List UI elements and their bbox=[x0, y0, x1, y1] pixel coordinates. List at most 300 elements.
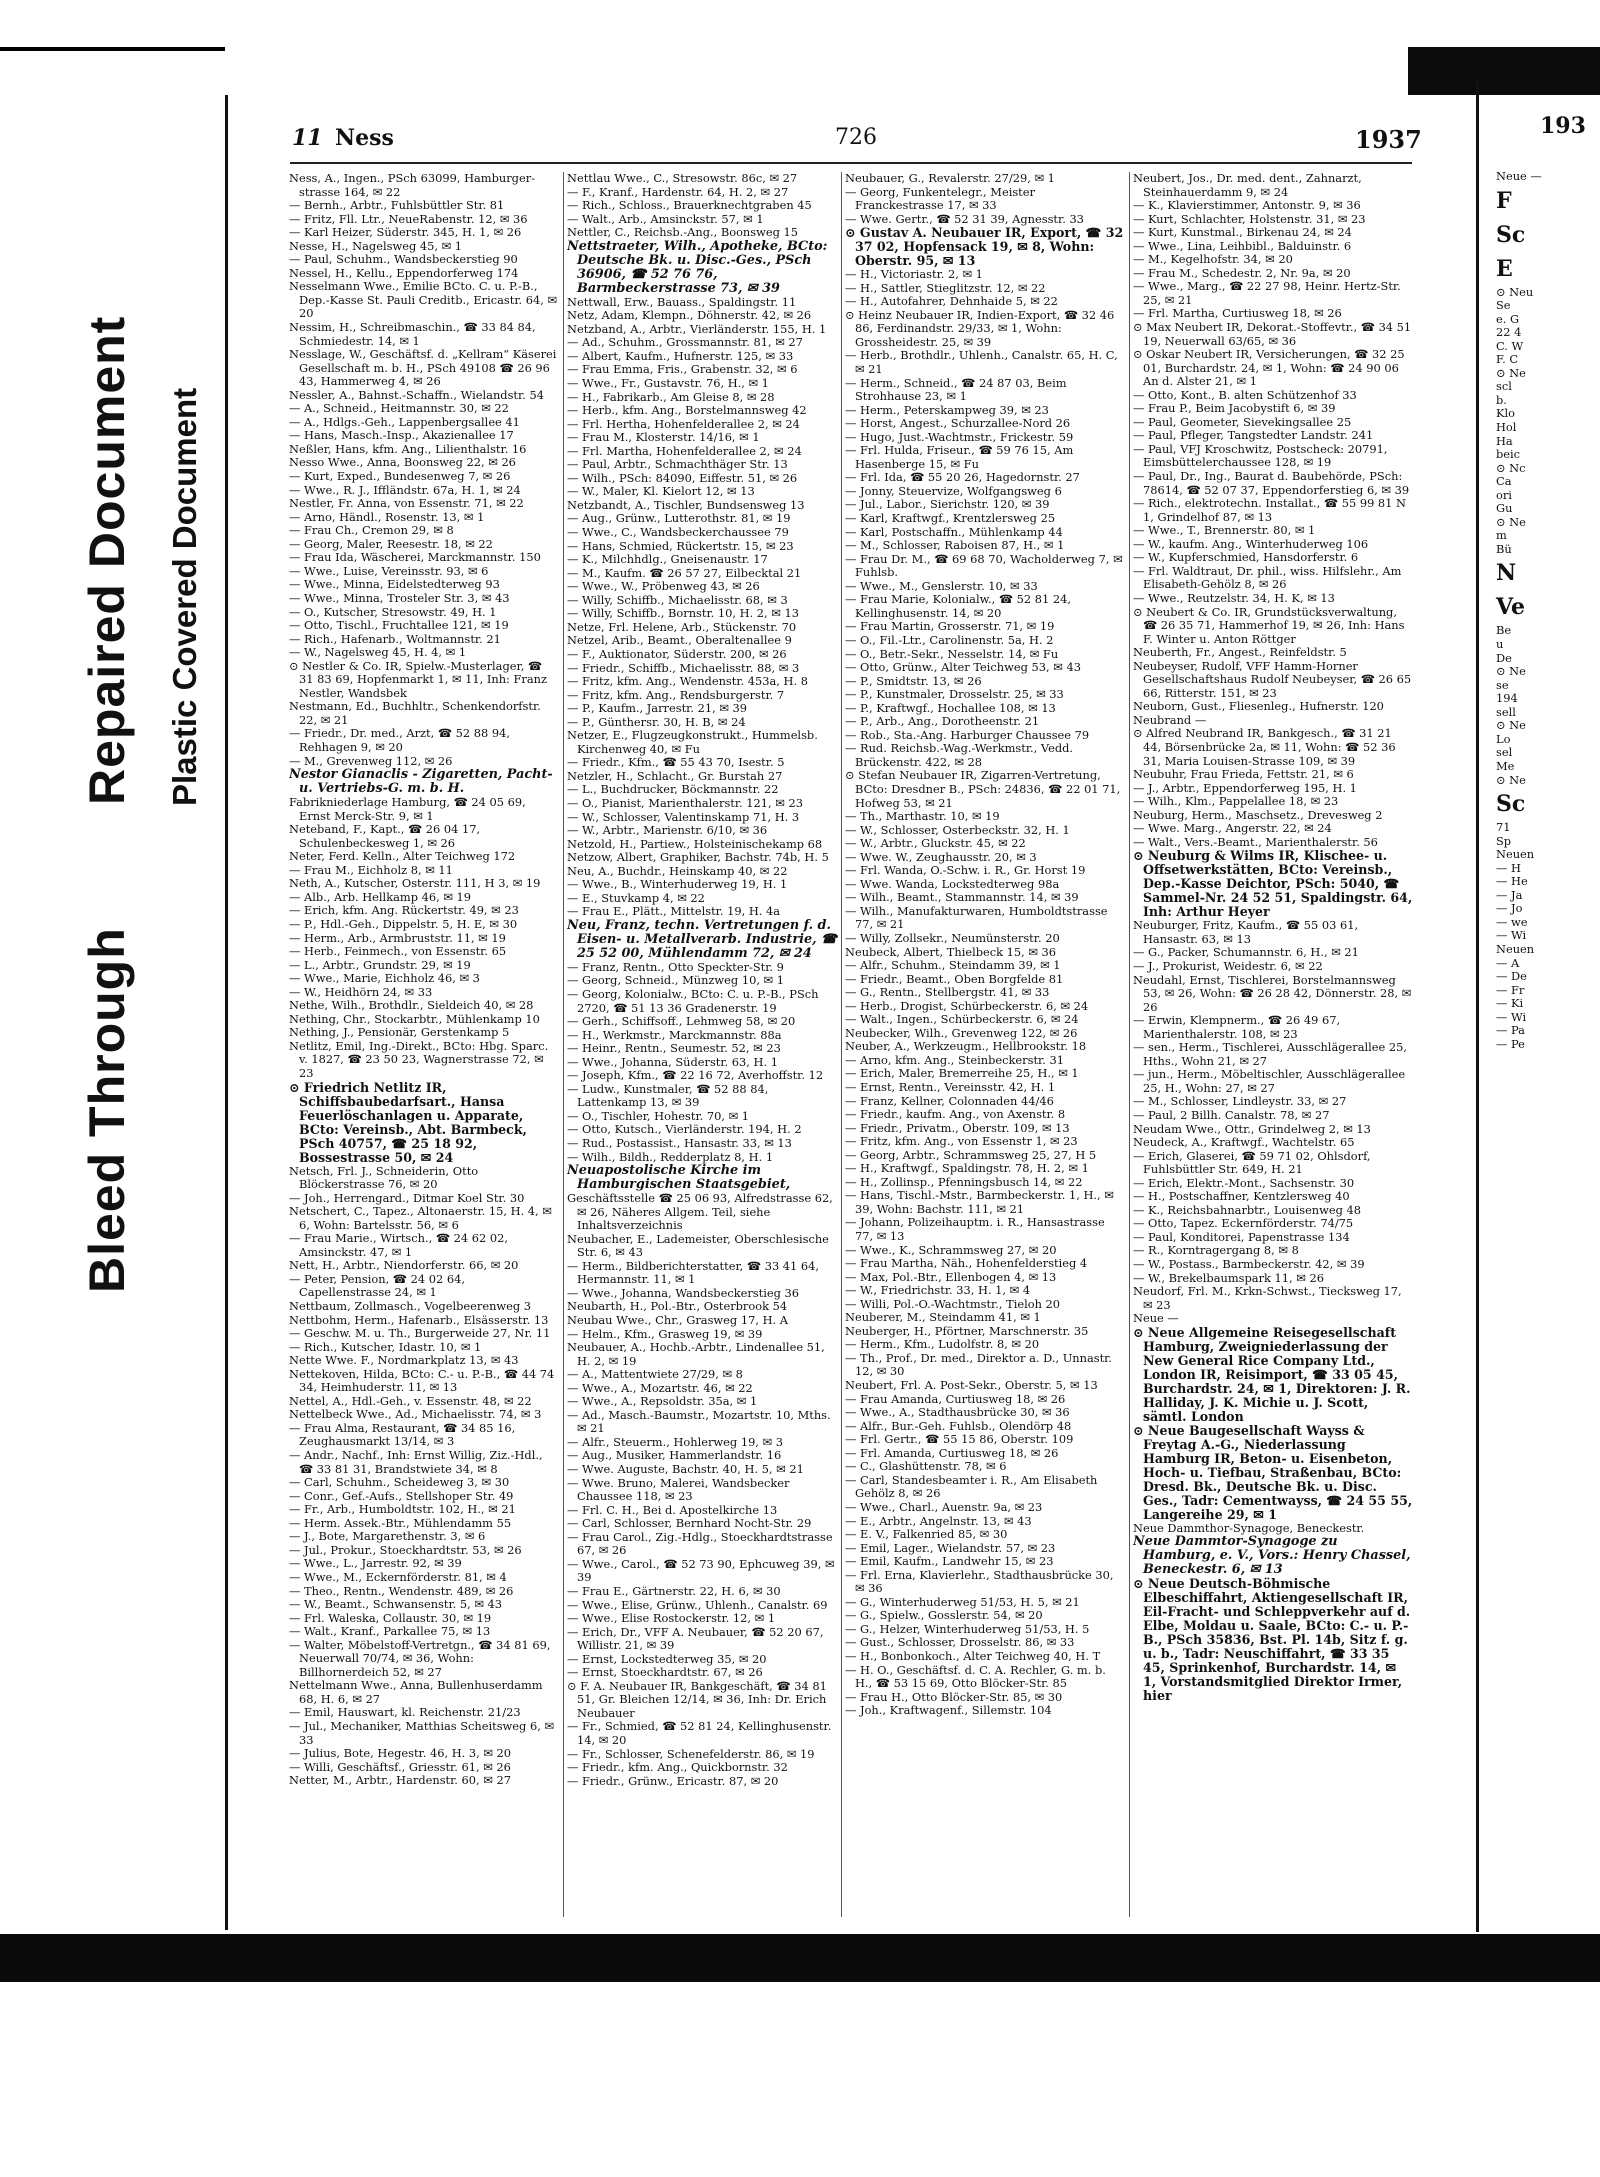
directory-entry: — Ernst, Lockstedterweg 35, ✉ 20 bbox=[567, 1651, 767, 1666]
directory-entry: — Rich., Hafenarb., Woltmannstr. 21 bbox=[289, 631, 501, 646]
directory-entry: — Paul, 2 Billh. Canalstr. 78, ✉ 27 bbox=[1133, 1108, 1330, 1122]
directory-entry: — Frau E., Gärtnerstr. 22, H. 6, ✉ 30 bbox=[567, 1583, 781, 1598]
directory-entry: — Paul, Schuhm., Wandsbeckerstieg 90 bbox=[289, 252, 518, 267]
directory-entry: — Paul, Pfleger, Tangstedter Landstr. 241 bbox=[1133, 428, 1374, 443]
next-page-fragment-line: Neue — bbox=[1496, 169, 1542, 183]
directory-entry: — O., Fil.-Ltr., Carolinenstr. 5a, H. 2 bbox=[845, 632, 1054, 647]
directory-entry: — Wwe., Johanna, Wandsbeckerstieg 36 bbox=[567, 1285, 800, 1300]
directory-entry: — K., Klavierstimmer, Antonstr. 9, ✉ 36 bbox=[1133, 198, 1361, 213]
directory-entry: — E., Arbtr., Angelnstr. 13, ✉ 43 bbox=[845, 1513, 1032, 1528]
directory-entry: — K., Reichsbahnarbtr., Louisenweg 48 bbox=[1133, 1202, 1362, 1217]
directory-entry: Neudeck, A., Kraftwgf., Wachtelstr. 65 bbox=[1133, 1135, 1355, 1150]
next-page-fragment-line: — Fr bbox=[1496, 982, 1525, 997]
directory-entry: — Frau M., Schedestr. 2, Nr. 9a, ✉ 20 bbox=[1133, 265, 1351, 280]
directory-entry: Nethe, Wilh., Brothdlr., Sieldeich 40, ✉ 28 bbox=[289, 998, 534, 1013]
next-page-fragment-line: ⊙ Ne bbox=[1496, 365, 1526, 380]
directory-entry: — Fritz, kfm. Ang., Wendenstr. 453a, H. 8 bbox=[567, 674, 808, 689]
directory-entry: — Wilh., Manufakturwaren, Humboldtstrasse 77, ✉ 21 bbox=[845, 903, 1108, 932]
directory-entry: Geschäftsstelle ☎ 25 06 93, Alfredstrasse 62, ✉ 26, Näheres Allgem. Teil, siehe Inhaltsverzeichnis bbox=[567, 1191, 833, 1233]
directory-entry: Ness, A., Ingen., PSch 63099, Hamburger-strasse 164, ✉ 22 bbox=[289, 172, 535, 199]
directory-entry: — Emil, Lager., Wielandstr. 57, ✉ 23 bbox=[845, 1540, 1056, 1555]
next-page-fragment-line: ⊙ Neu bbox=[1496, 284, 1534, 299]
directory-entry: — Paul, Dr., Ing., Baurat d. Baubehörde, PSch: 78614, ☎ 52 07 37, Eppendorferstieg 6, ✉ 39 bbox=[1133, 469, 1410, 497]
directory-entry: — Wwe., Elise, Grünw., Uhlenh., Canalstr. 69 bbox=[567, 1597, 828, 1612]
directory-entry: Neubeck, Albert, Thielbeck 15, ✉ 36 bbox=[845, 944, 1057, 959]
directory-entry: — Erich, Elektr.-Mont., Sachsenstr. 30 bbox=[1133, 1175, 1355, 1190]
directory-entry: — H., Autofahrer, Dehnhaide 5, ✉ 22 bbox=[845, 294, 1058, 309]
directory-entry: Neu, A., Buchdr., Heinskamp 40, ✉ 22 bbox=[567, 863, 788, 878]
directory-entry: — Herm. Assek.-Btr., Mühlendamm 55 bbox=[289, 1515, 512, 1530]
directory-entry: — Frau Ida, Wäscherei, Marckmannstr. 150 bbox=[289, 550, 541, 565]
directory-column-3 bbox=[845, 172, 1125, 1917]
next-page-fragment-line: — we bbox=[1496, 914, 1528, 929]
directory-entry: Netter, M., Arbtr., Hardenstr. 60, ✉ 27 bbox=[289, 1773, 511, 1788]
directory-entry: — G., Helzer, Winterhuderweg 51/53, H. 5 bbox=[845, 1621, 1090, 1636]
next-page-fragment-line: Bü bbox=[1496, 541, 1512, 556]
directory-entry: — Wwe., Johanna, Süderstr. 63, H. 1 bbox=[567, 1054, 778, 1069]
directory-column-4 bbox=[1133, 172, 1413, 1917]
running-head-name: Ness bbox=[335, 125, 394, 151]
directory-entry: Neudahl, Ernst, Tischlerei, Borstelmannsweg 53, ✉ 26, Wohn: ☎ 26 28 42, Dönnerstr. 28, ✉ 26 bbox=[1133, 972, 1412, 1014]
directory-entry: Neubuhr, Frau Frieda, Fettstr. 21, ✉ 6 bbox=[1133, 767, 1354, 782]
next-page-fragment-line: 194 bbox=[1496, 691, 1518, 706]
directory-entry: — Frau Dr. M., ☎ 69 68 70, Wacholderweg 7, ✉ Fuhlsb. bbox=[845, 551, 1123, 580]
directory-entry: Nettlau Wwe., C., Stresowstr. 86c, ✉ 27 bbox=[567, 172, 798, 185]
next-page-fragment-line: — De bbox=[1496, 969, 1527, 984]
directory-entry: — Frl. Waleska, Collaustr. 30, ✉ 19 bbox=[289, 1610, 492, 1625]
directory-entry: Neuapostolische Kirche im Hamburgischen Staatsgebiet, bbox=[567, 1163, 791, 1193]
directory-entry: Neubert, Frl. A. Post-Sekr., Oberstr. 5, ✉ 13 bbox=[845, 1378, 1098, 1393]
next-page-fragment-line: Se bbox=[1496, 298, 1511, 313]
directory-entry: Netzow, Albert, Graphiker, Bachstr. 74b, H. 5 bbox=[567, 850, 829, 865]
directory-entry: — Wwe., Marg., ☎ 22 27 98, Heinr. Hertz-Str. 25, ✉ 21 bbox=[1133, 279, 1401, 307]
next-page-fragment-line: De bbox=[1496, 650, 1512, 665]
directory-entry: — Fr., Arb., Humboldtstr. 102, H., ✉ 21 bbox=[289, 1502, 516, 1517]
directory-entry: — Herb., Brothdlr., Uhlenh., Canalstr. 65, H. C, ✉ 21 bbox=[845, 348, 1118, 377]
next-page-fragment-line: Ca bbox=[1496, 474, 1512, 489]
next-page-fragment-line: 22 4 bbox=[1496, 325, 1522, 340]
next-page-fragment-line: Hol bbox=[1496, 420, 1517, 435]
directory-entry: — Frl. Hertha, Hohenfelderallee 2, ✉ 24 bbox=[567, 416, 800, 431]
directory-entry: — Alfr., Bur.-Geh. Fuhlsb., Olendörp 48 bbox=[845, 1418, 1072, 1433]
directory-entry: — Kurt, Schlachter, Holstenstr. 31, ✉ 23 bbox=[1133, 211, 1366, 226]
directory-entry: — Wwe., Minna, Eidelstedterweg 93 bbox=[289, 577, 500, 592]
next-page-text bbox=[1496, 170, 1600, 1051]
directory-entry: Netzold, H., Partiew., Holsteinischekamp 68 bbox=[567, 836, 823, 851]
directory-entry: — Walt., Arb., Amsinckstr. 57, ✉ 1 bbox=[567, 211, 764, 226]
directory-entry: — Frl. Martha, Curtiusweg 18, ✉ 26 bbox=[1133, 306, 1342, 321]
directory-entry: — Helm., Kfm., Grasweg 19, ✉ 39 bbox=[567, 1326, 763, 1341]
directory-entry: — Gust., Schlosser, Drosselstr. 86, ✉ 33 bbox=[845, 1635, 1075, 1650]
directory-entry: Neubeyser, Rudolf, VFF Hamm-Horner Gesellschaftshaus Rudolf Neubeyser, ☎ 26 65 66, Ritterstr. 151, ✉ 23 bbox=[1133, 658, 1412, 700]
directory-entry: — Rich., Schloss., Brauerknechtgraben 45 bbox=[567, 198, 812, 213]
next-page-fragment-line: ⊙ Ne bbox=[1496, 664, 1526, 679]
next-page-fragment-line: ⊙ Ne bbox=[1496, 772, 1526, 787]
directory-entry: — Herb., Drogist, Schürbeckerstr. 6, ✉ 24 bbox=[845, 998, 1089, 1013]
directory-entry: — Rud., Postassist., Hansastr. 33, ✉ 13 bbox=[567, 1136, 792, 1150]
directory-entry: Netzel, Arib., Beamt., Oberaltenallee 9 bbox=[567, 633, 792, 648]
directory-entry: — A., Mattentwiete 27/29, ✉ 8 bbox=[567, 1367, 743, 1382]
directory-entry: — Otto, Tapez. Eckernförderstr. 74/75 bbox=[1133, 1216, 1354, 1231]
directory-entry: Nesse, H., Nagelsweg 45, ✉ 1 bbox=[289, 238, 463, 253]
directory-entry: — H., Werkmstr., Marckmannstr. 88a bbox=[567, 1027, 782, 1042]
directory-entry: — Ludw., Kunstmaler, ☎ 52 88 84, Lattenkamp 13, ✉ 39 bbox=[567, 1081, 769, 1110]
directory-entry: — P., Günthersr. 30, H. B, ✉ 24 bbox=[567, 714, 746, 729]
directory-entry: — H., Zollinsp., Pfenningsbusch 14, ✉ 22 bbox=[845, 1174, 1083, 1189]
directory-entry: — O., Betr.-Sekr., Nesselstr. 14, ✉ Fu bbox=[845, 646, 1059, 661]
directory-entry: — L., Buchdrucker, Böckmannstr. 22 bbox=[567, 782, 779, 797]
directory-entry: — M., Kegelhofstr. 34, ✉ 20 bbox=[1133, 252, 1293, 267]
directory-entry: — Georg, Arbtr., Schrammsweg 25, 27, H 5 bbox=[845, 1147, 1097, 1162]
next-page-fragment-line: Ve bbox=[1496, 594, 1526, 621]
directory-entry: — Wwe., A., Repsoldstr. 35a, ✉ 1 bbox=[567, 1394, 758, 1409]
directory-entry: — W., Arbtr., Gluckstr. 45, ✉ 22 bbox=[845, 836, 1026, 851]
directory-entry: Netze, Frl. Helene, Arb., Stückenstr. 70 bbox=[567, 619, 797, 634]
directory-entry: Nesselmann Wwe., Emilie BCto. C. u. P.-B., Dep.-Kasse St. Pauli Creditb., Ericastr. 64, ✉ 20 bbox=[289, 279, 558, 321]
directory-entry: — Hugo, Just.-Wachtmstr., Frickestr. 59 bbox=[845, 429, 1074, 444]
directory-entry: — Aug., Musiker, Hammerlandstr. 16 bbox=[567, 1448, 782, 1463]
directory-entry: Nettel, A., Hdl.-Geh., v. Essenstr. 48, ✉ 22 bbox=[289, 1393, 532, 1408]
directory-entry: — Karl, Kraftwgf., Krentzlersweg 25 bbox=[845, 511, 1056, 526]
directory-entry: — Frau Marie., Wirtsch., ☎ 24 62 02, Amsinckstr. 47, ✉ 1 bbox=[289, 1231, 509, 1259]
directory-entry: Neubauer, G., Revalerstr. 27/29, ✉ 1 bbox=[845, 172, 1055, 185]
plastic-covered-stamp: Plastic Covered Document bbox=[166, 387, 203, 806]
directory-entry: — Otto, Grünw., Alter Teichweg 53, ✉ 43 bbox=[845, 660, 1081, 675]
next-page-fragment-line: u bbox=[1496, 637, 1504, 652]
directory-entry: — Joh., Kraftwagenf., Sillemstr. 104 bbox=[845, 1703, 1052, 1718]
directory-entry: — L., Arbtr., Grundstr. 29, ✉ 19 bbox=[289, 957, 471, 972]
directory-entry: — Frl. Martha, Hohenfelderallee 2, ✉ 24 bbox=[567, 443, 802, 458]
next-page-fragment-line: b. bbox=[1496, 392, 1507, 407]
directory-entry: Nestor Gianaclis - Zigaretten, Pacht-u. Vertriebs-G. m. b. H. bbox=[289, 767, 553, 797]
directory-entry: — Frl. Gertr., ☎ 55 15 86, Oberstr. 109 bbox=[845, 1432, 1074, 1447]
directory-entry: — Carl, Standesbeamter i. R., Am Elisabeth Gehölz 8, ✉ 26 bbox=[845, 1472, 1098, 1501]
directory-entry: — Wwe., Luise, Vereinsstr. 93, ✉ 6 bbox=[289, 563, 489, 578]
repaired-document-stamp: Repaired Document bbox=[79, 315, 135, 805]
directory-entry: — Otto, Kont., B. alten Schützenhof 33 bbox=[1133, 387, 1357, 402]
directory-entry: Nesslage, W., Geschäftsf. d. „Kellram“ Käserei Gesellschaft m. b. H., PSch 49108 ☎ 26 96 43, Hammerweg 4, ✉ 26 bbox=[289, 347, 557, 389]
directory-entry: Neue — bbox=[1133, 1311, 1179, 1326]
directory-entry: — W., kaufm. Ang., Winterhuderweg 106 bbox=[1133, 536, 1369, 551]
directory-entry: — A., Schneid., Heitmannstr. 30, ✉ 22 bbox=[289, 401, 509, 416]
directory-entry: — Frau Martin, Grosserstr. 71, ✉ 19 bbox=[845, 619, 1055, 634]
directory-entry: — Friedr., kaufm. Ang., von Axenstr. 8 bbox=[845, 1107, 1066, 1122]
directory-entry: — J., Arbtr., Eppendorferweg 195, H. 1 bbox=[1133, 780, 1357, 795]
directory-entry: — Emil, Kaufm., Landwehr 15, ✉ 23 bbox=[845, 1554, 1054, 1569]
directory-entry: ⊙ Neubert & Co. IR, Grundstücksverwaltung, ☎ 26 35 71, Hammerhof 19, ✉ 26, Inh: Hans F. Winter u. Anton Röttger bbox=[1133, 604, 1405, 646]
directory-entry: — Frl. Wanda, O.-Schw. i. R., Gr. Horst 19 bbox=[845, 863, 1086, 878]
directory-entry: — G., Spielw., Gosslerstr. 54, ✉ 20 bbox=[845, 1608, 1043, 1623]
directory-entry: ⊙ Neue Allgemeine Reisegesellschaft Hamburg, Zweigniederlassung der New General Rice Company Ltd., London IR, Reisimport, ☎ 33 05 45, Burchardstr. 24, ✉ 1, Direktoren: J. R. Halliday, J. K. Michie u. J. Scott, sämtl. London bbox=[1133, 1324, 1411, 1424]
directory-entry: Netzband, A., Arbtr., Vierländerstr. 155, H. 1 bbox=[567, 321, 827, 336]
directory-entry: Neteband, F., Kapt., ☎ 26 04 17, Schulenbeckesweg 1, ✉ 26 bbox=[289, 822, 481, 850]
directory-entry: Neu, Franz, techn. Vertretungen f. d. Eisen- u. Metallverarb. Industrie, ☎ 25 52 00, Mühlendamm 72, ✉ 24 bbox=[567, 917, 837, 961]
directory-entry: — Herm., Arb., Armbruststr. 11, ✉ 19 bbox=[289, 930, 506, 945]
directory-entry: — Frau P., Beim Jacobystift 6, ✉ 39 bbox=[1133, 401, 1336, 416]
directory-entry: — Jonny, Steuervize, Wolfgangsweg 6 bbox=[845, 483, 1062, 498]
directory-entry: Neubacher, E., Lademeister, Oberschlesische Str. 6, ✉ 43 bbox=[567, 1231, 829, 1260]
next-page-fragment-line: sell bbox=[1496, 704, 1516, 719]
next-page-fragment-line: N bbox=[1496, 560, 1517, 587]
directory-entry: — Wilh., Beamt., Stammannstr. 14, ✉ 39 bbox=[845, 890, 1079, 905]
directory-entry: — Frau Alma, Restaurant, ☎ 34 85 16, Zeughausmarkt 13/14, ✉ 3 bbox=[289, 1420, 516, 1449]
directory-entry: — M., Schlosser, Raboisen 87, H., ✉ 1 bbox=[845, 538, 1065, 553]
directory-entry: — Walt., Vers.-Beamt., Marienthalerstr. 56 bbox=[1133, 834, 1378, 849]
directory-entry: — F., Auktionator, Süderstr. 200, ✉ 26 bbox=[567, 646, 787, 661]
directory-entry: Neue Dammthor-Synagoge, Beneckestr. bbox=[1133, 1520, 1365, 1535]
scan-border-strip bbox=[0, 47, 225, 51]
directory-entry: — Karl Heizer, Süderstr. 345, H. 1, ✉ 26 bbox=[289, 225, 522, 240]
directory-entry: — Frau M., Eichholz 8, ✉ 11 bbox=[289, 862, 453, 877]
directory-entry: Nettwall, Erw., Bauass., Spaldingstr. 11 bbox=[567, 294, 797, 309]
directory-entry: — E. V., Falkenried 85, ✉ 30 bbox=[845, 1527, 1008, 1542]
directory-entry: — P., Arb., Ang., Dorotheenstr. 21 bbox=[845, 714, 1040, 729]
next-page-fragment-line: — Pe bbox=[1496, 1036, 1525, 1051]
directory-entry: — Alfr., Schuhm., Steindamm 39, ✉ 1 bbox=[845, 958, 1061, 973]
directory-entry: — W., Brekelbaumspark 11, ✉ 26 bbox=[1133, 1270, 1324, 1285]
directory-entry: ⊙ Nestler & Co. IR, Spielw.-Musterlager, ☎ 31 83 69, Hopfenmarkt 1, ✉ 11, Inh: Franz Nestler, Wandsbek bbox=[289, 658, 547, 700]
directory-entry: — Otto, Tischl., Fruchtallee 121, ✉ 19 bbox=[289, 618, 509, 633]
directory-entry: — Wwe., C., Wandsbeckerchaussee 79 bbox=[567, 525, 789, 540]
directory-entry: — Kurt, Kunstmal., Birkenau 24, ✉ 24 bbox=[1133, 225, 1352, 240]
page-edge-left bbox=[225, 95, 228, 1930]
next-page-fragment-line: Me bbox=[1496, 758, 1515, 773]
directory-entry: — Peter, Pension, ☎ 24 02 64, Capellenstrasse 24, ✉ 1 bbox=[289, 1271, 465, 1300]
directory-entry: — Hans, Schmied, Rückertstr. 15, ✉ 23 bbox=[567, 538, 794, 553]
next-page-fragment-line: — A bbox=[1496, 955, 1520, 970]
directory-entry: — Wwe., B., Winterhuderweg 19, H. 1 bbox=[567, 877, 788, 892]
directory-entry: — H., Fabrikarb., Am Gleise 8, ✉ 28 bbox=[567, 389, 775, 404]
directory-entry: — sen., Herm., Tischlerei, Ausschlägerallee 25, Hths., Wohn 21, ✉ 27 bbox=[1133, 1040, 1408, 1068]
directory-entry: — Frau M., Klosterstr. 14/16, ✉ 1 bbox=[567, 430, 760, 445]
directory-entry: Netschert, C., Tapez., Altonaerstr. 15, H. 4, ✉ 6, Wohn: Bartelsstr. 56, ✉ 6 bbox=[289, 1204, 552, 1232]
directory-entry: — Heinr., Rentn., Seumestr. 52, ✉ 23 bbox=[567, 1041, 781, 1056]
directory-entry: — Herm., Kfm., Ludolfstr. 8, ✉ 20 bbox=[845, 1337, 1040, 1352]
next-page-fragment-line: F bbox=[1496, 187, 1512, 214]
page-header bbox=[290, 125, 1422, 155]
directory-entry: — Paul, VFJ Kroschwitz, Postscheck: 20791, Eimsbüttelerchaussee 128, ✉ 19 bbox=[1133, 441, 1388, 470]
next-page-fragment bbox=[1490, 110, 1600, 1925]
directory-entry: — Friedr., Privatm., Oberstr. 109, ✉ 13 bbox=[845, 1120, 1070, 1135]
directory-entry: Neubauer, A., Hochb.-Arbtr., Lindenallee 51, H. 2, ✉ 19 bbox=[567, 1340, 825, 1368]
next-page-fragment-line: Lo bbox=[1496, 731, 1511, 746]
directory-entry: — Erich, Glaserei, ☎ 59 71 02, Ohlsdorf, Fuhlsbüttler Str. 649, H. 21 bbox=[1133, 1148, 1371, 1177]
directory-entry: — Wwe. Auguste, Bachstr. 40, H. 5, ✉ 21 bbox=[567, 1462, 804, 1477]
directory-entry: — Fritz, kfm. Ang., von Essenstr 1, ✉ 23 bbox=[845, 1134, 1078, 1149]
directory-entry: Netsch, Frl. J., Schneiderin, Otto Blöckerstrasse 76, ✉ 20 bbox=[289, 1163, 479, 1192]
directory-entry: — Friedr., Kfm., ☎ 55 43 70, Isestr. 5 bbox=[567, 755, 785, 770]
next-page-fragment-line: Be bbox=[1496, 623, 1512, 638]
directory-entry: — Theo., Rentn., Wendenstr. 489, ✉ 26 bbox=[289, 1583, 514, 1598]
directory-entry: — Ad., Schuhm., Grossmannstr. 81, ✉ 27 bbox=[567, 335, 803, 350]
directory-entry: — Bernh., Arbtr., Fuhlsbüttler Str. 81 bbox=[289, 198, 505, 213]
directory-entry: Neubarth, H., Pol.-Btr., Osterbrook 54 bbox=[567, 1299, 788, 1314]
directory-entry: — W., Heidhörn 24, ✉ 33 bbox=[289, 984, 433, 999]
directory-entry: — Frau Marie, Kolonialw., ☎ 52 81 24, Kellinghusenstr. 14, ✉ 20 bbox=[845, 592, 1072, 620]
directory-entry: — Th., Prof., Dr. med., Direktor a. D., Unnastr. 12, ✉ 30 bbox=[845, 1350, 1112, 1379]
directory-entry: — O., Kutscher, Stresowstr. 49, H. 1 bbox=[289, 604, 497, 619]
directory-entry: — Frl. Ida, ☎ 55 20 26, Hagedornstr. 27 bbox=[845, 470, 1080, 485]
directory-entry: — Wwe., M., Genslerstr. 10, ✉ 33 bbox=[845, 578, 1038, 593]
directory-entry: — Karl, Postschaffn., Mühlenkamp 44 bbox=[845, 524, 1063, 539]
directory-entry: Netzler, H., Schlacht., Gr. Burstah 27 bbox=[567, 768, 783, 783]
directory-entry: — Frau H., Otto Blöcker-Str. 85, ✉ 30 bbox=[845, 1689, 1063, 1704]
directory-entry: — Max, Pol.-Btr., Ellenbogen 4, ✉ 13 bbox=[845, 1269, 1057, 1284]
directory-entry: — Arno, Händl., Rosenstr. 13, ✉ 1 bbox=[289, 509, 485, 524]
directory-entry: — Wwe. W., Zeughausstr. 20, ✉ 3 bbox=[845, 849, 1037, 864]
directory-entry: — C., Glashüttenstr. 78, ✉ 6 bbox=[845, 1459, 1007, 1474]
directory-entry: — Friedr., Beamt., Oben Borgfelde 81 bbox=[845, 971, 1064, 986]
directory-entry: — Rich., Kutscher, Idastr. 10, ✉ 1 bbox=[289, 1339, 482, 1354]
directory-entry: Neuburger, Fritz, Kaufm., ☎ 55 03 61, Hansastr. 63, ✉ 13 bbox=[1133, 918, 1359, 946]
directory-entry: Neuburg, Herm., Maschsetz., Drevesweg 2 bbox=[1133, 807, 1383, 822]
next-page-fragment-line: sel bbox=[1496, 745, 1513, 760]
directory-entry: — P., Hdl.-Geh., Dippelstr. 5, H. E, ✉ 30 bbox=[289, 916, 518, 931]
directory-entry: Neubrand — bbox=[1133, 712, 1207, 727]
directory-entry: — H., Sattler, Stieglitzstr. 12, ✉ 22 bbox=[845, 280, 1046, 295]
directory-entry: — Albert, Kaufm., Hufnerstr. 125, ✉ 33 bbox=[567, 348, 794, 363]
directory-entry: — Wilh., Klm., Pappelallee 18, ✉ 23 bbox=[1133, 794, 1339, 809]
directory-entry: — P., Kraftwgf., Hochallee 108, ✉ 13 bbox=[845, 700, 1056, 715]
directory-entry: — G., Winterhuderweg 51/53, H. 5, ✉ 21 bbox=[845, 1594, 1080, 1609]
directory-entry: ⊙ Friedrich Netlitz IR, Schiffsbaubedarfsart., Hansa Feuerlöschanlagen u. Apparate, BCto: Vereinsb., Abt. Barmbeck, PSch 40757, ☎ 25 18 92, Bossestrasse 50, ✉ 24 bbox=[289, 1079, 527, 1165]
directory-entry: Neter, Ferd. Kelln., Alter Teichweg 172 bbox=[289, 849, 516, 864]
directory-entry: — Wwe., Reutzelstr. 34, H. K, ✉ 13 bbox=[1133, 590, 1335, 605]
next-page-fragment-line: Gu bbox=[1496, 501, 1513, 516]
directory-entry: — Horst, Angest., Schurzallee-Nord 26 bbox=[845, 416, 1071, 431]
directory-entry: — Wwe., Minna, Trosteler Str. 3, ✉ 43 bbox=[289, 590, 510, 605]
next-page-fragment-line: e. G bbox=[1496, 311, 1520, 326]
directory-entry: — Wwe., Lina, Leihbibl., Balduinstr. 6 bbox=[1133, 238, 1352, 253]
column-rule bbox=[841, 172, 842, 1917]
directory-entry: — Hans, Tischl.-Mstr., Barmbeckerstr. 1, H., ✉ 39, Wohn: Bachstr. 111, ✉ 21 bbox=[845, 1188, 1114, 1216]
directory-entry: — P., Smidtstr. 13, ✉ 26 bbox=[845, 673, 982, 688]
directory-entry: — O., Tischler, Hohestr. 70, ✉ 1 bbox=[567, 1108, 750, 1123]
directory-entry: — O., Pianist, Marienthalerstr. 121, ✉ 23 bbox=[567, 795, 803, 810]
next-page-fragment-line: C. W bbox=[1496, 338, 1524, 353]
directory-entry: — Fr., Schlosser, Schenefelderstr. 86, ✉ 19 bbox=[567, 1746, 815, 1761]
directory-entry: — Herb., kfm. Ang., Borstelmannsweg 42 bbox=[567, 403, 807, 418]
directory-entry: — M., Schlosser, Lindleystr. 33, ✉ 27 bbox=[1133, 1094, 1347, 1109]
directory-entry: Nettbaum, Zollmasch., Vogelbeerenweg 3 bbox=[289, 1299, 532, 1314]
next-page-fragment-line: F. C bbox=[1496, 352, 1519, 367]
directory-entry: Nettbohm, Herm., Hafenarb., Elsässerstr. 13 bbox=[289, 1312, 549, 1327]
directory-entry: — Erwin, Klempnerm., ☎ 26 49 67, Marienthalerstr. 108, ✉ 23 bbox=[1133, 1013, 1341, 1041]
directory-entry: — Rich., elektrotechn. Installat., ☎ 55 99 81 N 1, Grindelhof 87, ✉ 13 bbox=[1133, 496, 1407, 524]
directory-entry: Neuberer, M., Steindamm 41, ✉ 1 bbox=[845, 1310, 1041, 1325]
directory-entry: — Wwe., L., Jarrestr. 92, ✉ 39 bbox=[289, 1556, 462, 1571]
directory-entry: — E., Stuvkamp 4, ✉ 22 bbox=[567, 890, 705, 905]
directory-entry: — Erich, Maler, Bremerreihe 25, H., ✉ 1 bbox=[845, 1066, 1079, 1081]
next-page-fragment-line: — H bbox=[1496, 860, 1521, 875]
directory-entry: — Walt., Ingen., Schürbeckerstr. 6, ✉ 24 bbox=[845, 1012, 1079, 1027]
directory-entry: — Herm., Peterskampweg 39, ✉ 23 bbox=[845, 402, 1049, 417]
directory-entry: — H., Bonbonkoch., Alter Teichweg 40, H. T bbox=[845, 1648, 1101, 1663]
next-page-fragment-line: — Ja bbox=[1496, 887, 1523, 902]
directory-entry: — H., Kraftwgf., Spaldingstr. 78, H. 2, ✉ 1 bbox=[845, 1161, 1089, 1176]
directory-entry: Fabrikniederlage Hamburg, ☎ 24 05 69, Ernst Merck-Str. 9, ✉ 1 bbox=[289, 795, 526, 823]
next-page-fragment-line: ⊙ Ne bbox=[1496, 514, 1526, 529]
directory-entry: Neubau Wwe., Chr., Grasweg 17, H. A bbox=[567, 1313, 788, 1328]
directory-entry: — Frl. Waldtraut, Dr. phil., wiss. Hilfslehr., Am Elisabeth-Gehölz 8, ✉ 26 bbox=[1133, 563, 1402, 592]
directory-entry: — Georg, Kolonialw., BCto: C. u. P.-B., PSch 2720, ☎ 51 13 36 Gradenerstr. 19 bbox=[567, 986, 819, 1015]
directory-entry: — Frl. Erna, Klavierlehr., Stadthausbrücke 30, ✉ 36 bbox=[845, 1567, 1114, 1596]
directory-entry: — Alb., Arb. Hellkamp 46, ✉ 19 bbox=[289, 889, 471, 904]
directory-entry: — W., Kupferschmied, Hansdorferstr. 6 bbox=[1133, 550, 1359, 565]
directory-entry: — Frau Amanda, Curtiusweg 18, ✉ 26 bbox=[845, 1391, 1066, 1406]
directory-entry: ⊙ Neue Baugesellschaft Wayss & Freytag A.-G., Niederlassung Hamburg IR, Beton- u. Eisenbeton, Hoch- u. Tiefbau, Straßenbau, BCto: Dresd. Bk., Deutsche Bk. u. Disc. Ges., Tadr: Cementwayss, ☎ 24 55 55, Langereihe 29, ✉ 1 bbox=[1133, 1422, 1413, 1522]
directory-entry: — Aug., Grünw., Lutterothstr. 81, ✉ 19 bbox=[567, 511, 791, 526]
next-page-fragment-line: ori bbox=[1496, 487, 1512, 502]
directory-entry: — Herm., Schneid., ☎ 24 87 03, Beim Strohhause 23, ✉ 1 bbox=[845, 375, 1067, 404]
directory-entry: — Wwe. Gertr., ☎ 52 31 39, Agnesstr. 33 bbox=[845, 211, 1084, 226]
directory-entry: — Jul., Labor., Sierichstr. 120, ✉ 39 bbox=[845, 497, 1050, 512]
next-page-fragment-line: Sp bbox=[1496, 833, 1512, 848]
directory-entry: — W., Arbtr., Marienstr. 6/10, ✉ 36 bbox=[567, 823, 768, 838]
directory-entry: — Frl. Hulda, Friseur., ☎ 59 76 15, Am Hasenberge 15, ✉ Fu bbox=[845, 443, 1074, 471]
directory-entry: Nestmann, Ed., Buchhltr., Schenkendorfstr. 22, ✉ 21 bbox=[289, 699, 541, 727]
directory-entry: Nessler, A., Bahnst.-Schaffn., Wielandstr. 54 bbox=[289, 387, 544, 402]
directory-entry: Neubecker, Wilh., Grevenweg 122, ✉ 26 bbox=[845, 1025, 1078, 1040]
next-page-fragment-line: ⊙ Nc bbox=[1496, 460, 1526, 475]
directory-entry: Netlitz, Emil, Ing.-Direkt., BCto: Hbg. Sparc. v. 1827, ☎ 23 50 23, Wagnerstrasse 72, ✉ 23 bbox=[289, 1038, 549, 1080]
directory-entry: — W., Schlosser, Osterbeckstr. 32, H. 1 bbox=[845, 822, 1070, 837]
directory-entry: — G., Rentn., Stellbergstr. 41, ✉ 33 bbox=[845, 985, 1050, 1000]
next-page-fragment-line: — Ki bbox=[1496, 996, 1524, 1011]
directory-entry: — J., Prokurist, Weidestr. 6, ✉ 22 bbox=[1133, 958, 1323, 973]
directory-entry: — H. O., Geschäftsf. d. C. A. Rechler, G. m. b. H., ☎ 53 15 69, Otto Blöcker-Str. 85 bbox=[845, 1662, 1106, 1691]
directory-entry: Neudorf, Frl. M., Krkn-Schwst., Tiecksweg 17, ✉ 23 bbox=[1133, 1284, 1402, 1312]
directory-entry: — Carl, Schuhm., Scheideweg 3, ✉ 30 bbox=[289, 1475, 510, 1490]
directory-entry: Nessim, H., Schreibmaschin., ☎ 33 84 84, Schmiedestr. 14, ✉ 1 bbox=[289, 320, 536, 348]
next-page-fragment-line: beic bbox=[1496, 447, 1521, 462]
directory-entry: — Emil, Hauswart, kl. Reichenstr. 21/23 bbox=[289, 1705, 521, 1720]
directory-entry: — Andr., Nachf., Inh: Ernst Willig, Ziz.-Hdl., ☎ 33 81 31, Brandstwiete 34, ✉ 8 bbox=[289, 1448, 543, 1476]
directory-entry: — Frl. Amanda, Curtiusweg 18, ✉ 26 bbox=[845, 1445, 1059, 1460]
directory-entry: ⊙ Stefan Neubauer IR, Zigarren-Vertretung, BCto: Dresdner B., PSch: 24836, ☎ 22 01 71, Hofweg 53, ✉ 21 bbox=[845, 768, 1121, 810]
directory-entry: Neue Dammtor-Synagoge zu Hamburg, e. V., Vors.: Henry Chassel, Beneckestr. 6, ✉ 13 bbox=[1133, 1534, 1411, 1578]
directory-entry: ⊙ Alfred Neubrand IR, Bankgesch., ☎ 31 21 44, Börsenbrücke 2a, ✉ 11, Wohn: ☎ 52 36 31, Maria Louisen-Strasse 109, ✉ 39 bbox=[1133, 726, 1396, 768]
directory-entry: — Wwe. Wanda, Lockstedterweg 98a bbox=[845, 876, 1060, 891]
directory-entry: Nett, H., Arbtr., Niendorferstr. 66, ✉ 20 bbox=[289, 1258, 519, 1273]
directory-entry: — Franz, Rentn., Otto Speckter-Str. 9 bbox=[567, 959, 784, 974]
next-page-fragment-line: Klo bbox=[1496, 406, 1516, 421]
directory-entry: Neth, A., Kutscher, Osterstr. 111, H 3, ✉ 19 bbox=[289, 876, 541, 891]
next-page-fragment-line: se bbox=[1496, 677, 1509, 692]
directory-entry: — Wwe. Bruno, Malerei, Wandsbecker Chaussee 118, ✉ 23 bbox=[567, 1475, 790, 1504]
directory-entry: — Rob., Sta.-Ang. Harburger Chaussee 79 bbox=[845, 727, 1090, 742]
header-rule bbox=[290, 162, 1412, 164]
directory-entry: — Walter, Möbelstoff-Vertretgn., ☎ 34 81 69, Neuerwall 70/74, ✉ 36, Wohn: Billhornerdeich 52, ✉ 27 bbox=[289, 1637, 551, 1679]
directory-entry: — Wwe., Charl., Auenstr. 9a, ✉ 23 bbox=[845, 1499, 1043, 1514]
directory-entry: — Joh., Herrengard., Ditmar Koel Str. 30 bbox=[289, 1190, 525, 1205]
directory-entry: — P., Kaufm., Jarrestr. 21, ✉ 39 bbox=[567, 701, 747, 716]
directory-entry: — W., Nagelsweg 45, H. 4, ✉ 1 bbox=[289, 645, 467, 660]
directory-entry: — Ernst, Stoeckhardtstr. 67, ✉ 26 bbox=[567, 1665, 763, 1680]
directory-entry: — Georg, Schneid., Münzweg 10, ✉ 1 bbox=[567, 973, 784, 988]
directory-entry: — Herb., Feinmech., von Essenstr. 65 bbox=[289, 944, 507, 959]
directory-entry: — Julius, Bote, Hegestr. 46, H. 3, ✉ 20 bbox=[289, 1746, 512, 1761]
directory-year: 1937 bbox=[1355, 125, 1422, 154]
directory-entry: — A., Hdlgs.-Geh., Lappenbergsallee 41 bbox=[289, 414, 520, 429]
directory-entry: — Georg, Funkentelegr., Meister Franckestrasse 17, ✉ 33 bbox=[845, 184, 1035, 213]
directory-entry: — R., Korntragergang 8, ✉ 8 bbox=[1133, 1243, 1299, 1258]
directory-entry: Netzbandt, A., Tischler, Bundsensweg 13 bbox=[567, 497, 805, 512]
column-rule bbox=[563, 172, 564, 1917]
directory-entry: — Franz, Kellner, Colonnaden 44/46 bbox=[845, 1093, 1054, 1108]
directory-entry: — Johann, Polizeihauptm. i. R., Hansastrasse 77, ✉ 13 bbox=[845, 1215, 1105, 1244]
directory-entry: — Willi, Geschäftsf., Griesstr. 61, ✉ 26 bbox=[289, 1759, 511, 1774]
